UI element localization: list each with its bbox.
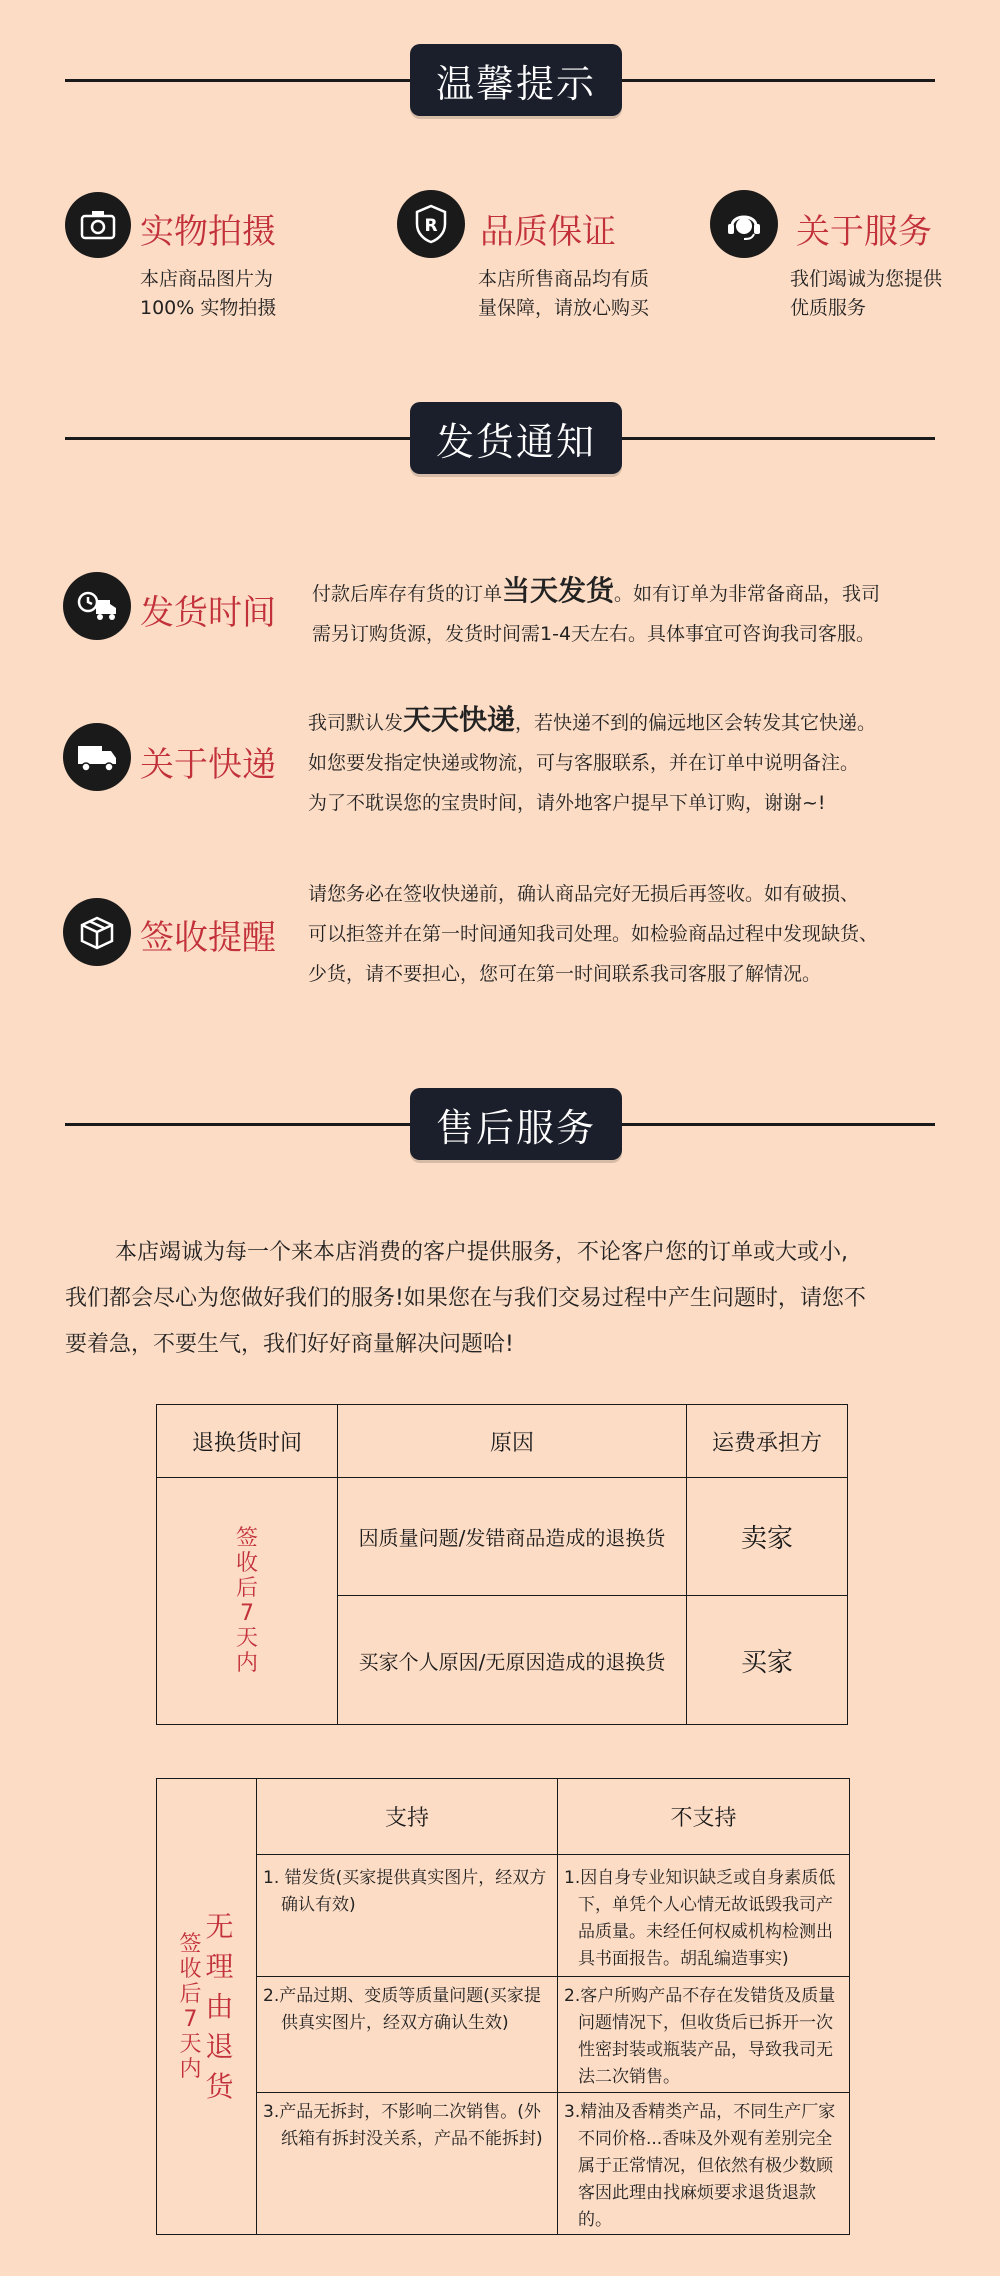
feature-title: 品质保证 xyxy=(480,212,616,252)
text-fragment: 我司默认发 xyxy=(308,712,404,734)
text-line: 可以拒签并在第一时间通知我司处理。如检验商品过程中发现缺货、 xyxy=(308,923,879,945)
return-freight-table xyxy=(156,1404,848,1725)
table-header: 支持 xyxy=(257,1779,558,1855)
shipping-title: 签收提醒 xyxy=(140,918,276,958)
section-divider-left xyxy=(65,79,420,82)
support-item: 1. 错发货(买家提供真实图片，经双方 确认有效) xyxy=(257,1855,558,1977)
shipping-text xyxy=(312,571,880,654)
nosupport-item: 3.精油及香精类产品，不同生产厂家 不同价格...香味及外观有差别完全 属于正常情况，但依然有极少数顾 客因此理由找麻烦要求退货退款的。 xyxy=(558,2093,850,2235)
return-reason: 因质量问题/发错商品造成的退换货 xyxy=(338,1478,687,1596)
no-reason-label-cell xyxy=(157,1779,257,2235)
text-line: 需另订购货源，发货时间需1-4天左右。具体事宜可咨询我司客服。 xyxy=(312,623,876,645)
shipping-text xyxy=(308,874,878,994)
table-header: 运费承担方 xyxy=(687,1405,848,1478)
section-title-tips: 温馨提示 xyxy=(410,44,622,116)
no-reason-return-table xyxy=(156,1778,850,2235)
registered-icon xyxy=(397,190,465,258)
section-divider-right xyxy=(620,79,935,82)
shipping-title: 发货时间 xyxy=(140,593,276,633)
highlight-text: 天天快递 xyxy=(403,703,516,736)
section-title-aftersale: 售后服务 xyxy=(410,1088,622,1160)
text-line: 为了不耽误您的宝贵时间，请外地客户提早下单订购，谢谢~! xyxy=(308,792,826,814)
highlight-text: 当天发货 xyxy=(502,574,615,607)
return-period: 签 收 后 7 天 内 xyxy=(179,1931,202,2082)
freight-payer: 卖家 xyxy=(687,1478,848,1596)
camera-icon xyxy=(65,192,131,258)
svg-text:R: R xyxy=(424,216,438,236)
text-fragment: 。如有订单为非常备商品，我司 xyxy=(614,583,881,605)
feature-text: 本店商品图片为100% 实物拍摄 xyxy=(140,268,277,319)
support-item: 3.产品无拆封，不影响二次销售。(外 纸箱有拆封没关系，产品不能拆封) xyxy=(257,2093,558,2235)
section-divider-left xyxy=(65,437,420,440)
intro-line: 我们都会尽心为您做好我们的服务!如果您在与我们交易过程中产生问题时，请您不 xyxy=(65,1286,866,1311)
nosupport-item: 1.因自身专业知识缺乏或自身素质低 下，单凭个人心情无故诋毁我司产 品质量。未经任何权威机构检测出 具书面报告。胡乱编造事实) xyxy=(558,1855,850,1977)
no-reason-return-title: 无 理 由 退 货 xyxy=(205,1909,234,2103)
return-reason: 买家个人原因/无原因造成的退换货 xyxy=(338,1596,687,1725)
package-icon xyxy=(63,898,131,966)
text-line: 如您要发指定快递或物流，可与客服联系，并在订单中说明备注。 xyxy=(308,752,860,774)
nosupport-item: 2.客户所购产品不存在发错货及质量 问题情况下，但收货后已拆开一次 性密封装或瓶装产品，导致我司无 法二次销售。 xyxy=(558,1977,850,2093)
feature-title: 关于服务 xyxy=(796,212,932,252)
feature-title: 实物拍摄 xyxy=(140,212,276,252)
customer-service-icon xyxy=(710,190,778,258)
table-header: 退换货时间 xyxy=(157,1405,338,1478)
text-fragment: ，若快递不到的偏远地区会转发其它快递。 xyxy=(515,712,877,734)
text-fragment: 付款后库存有货的订单 xyxy=(312,583,503,605)
freight-payer: 买家 xyxy=(687,1596,848,1725)
section-divider-left xyxy=(65,1123,420,1126)
section-divider-right xyxy=(620,1123,935,1126)
truck-icon xyxy=(63,723,131,791)
feature-text: 我们竭诚为您提供优质服务 xyxy=(790,268,943,319)
table-header: 不支持 xyxy=(558,1779,850,1855)
section-divider-right xyxy=(620,437,935,440)
support-item: 2.产品过期、变质等质量问题(买家提 供真实图片，经双方确认生效) xyxy=(257,1977,558,2093)
shipping-text xyxy=(308,700,876,823)
return-period: 签 收 后 7 天 内 xyxy=(157,1478,338,1725)
text-line: 请您务必在签收快递前，确认商品完好无损后再签收。如有破损、 xyxy=(308,883,860,905)
intro-line: 要着急，不要生气，我们好好商量解决问题哈! xyxy=(65,1332,514,1357)
clock-truck-icon xyxy=(63,572,131,640)
feature-text: 本店所售商品均有质量保障，请放心购买 xyxy=(478,268,650,319)
section-title-shipping: 发货通知 xyxy=(410,402,622,474)
table-header: 原因 xyxy=(338,1405,687,1478)
intro-line: 本店竭诚为每一个来本店消费的客户提供服务，不论客户您的订单或大或小, xyxy=(115,1240,848,1265)
shipping-title: 关于快递 xyxy=(140,745,276,785)
aftersale-intro xyxy=(65,1230,945,1368)
text-line: 少货，请不要担心，您可在第一时间联系我司客服了解情况。 xyxy=(308,963,822,985)
